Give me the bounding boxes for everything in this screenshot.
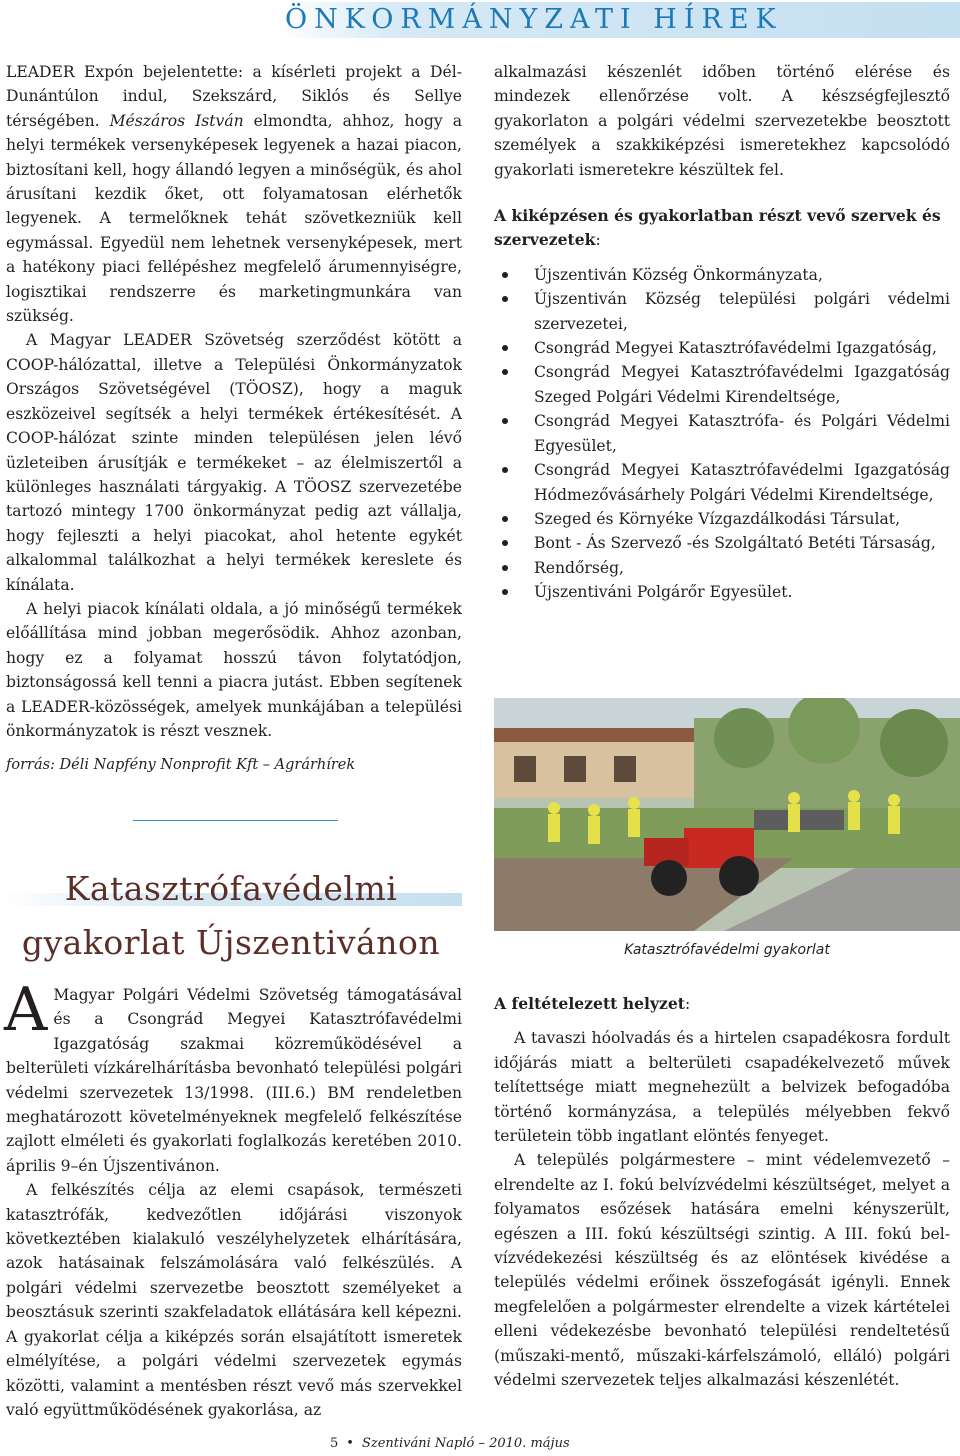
situation-section xyxy=(494,992,950,1393)
situation-paragraph-2: A település polgármestere – mint védelemvezető – elrendelte az I. fokú belvízvédelmi készültséget, melyet a folyamatos esőzések hatására emelni kényszerült, egészen a III. fokú készültségi szintig. A III. fokú bel-vízvédekezési készültség és az elöntések kivédése a település védelmi erőinek összefogását igényli. Ennek megfelelően a polgármester elrendelte a vizek kártételei elleni védekezésbe bevonható települési rendeltetésű (műszaki-mentő, műszaki-kárfelszámoló, elláló) polgári védelmi szervezetek teljes alkalmazási készenlétét. xyxy=(494,1151,950,1390)
leader-p1-text-a: LEADER Expón bejelentette: a kísérleti projekt a Dél-Dunántúlon indul, Szekszárd, Siklós és Sellye térségében. xyxy=(6,63,462,130)
article-paragraph-2: A felkészítés célja az elemi csapások, természeti katasztrófák, kedvezőtlen időjárási viszonyok következtében kialakuló veszélyhelyzetek elhárítására, azok hatásainak felszámolására való felkészülés. A polgári védelmi szervezetbe beosztott személyeket a beosztásuk szerinti szakfeladatok ellátására kell képezni. A gyakorlat célja a kiképzés során elsajátított ismeretek elmélyítése, a polgári védelmi szervezetek egymás közötti, valamint a mentésben részt vevő más szervekkel való együttműködésének gyakorlása, az xyxy=(6,1181,462,1419)
article-title-line-1: Katasztrófavédelmi xyxy=(64,869,398,908)
list-item: Csongrád Megyei Katasztrófavédelmi Igazgatóság Hódmezővásárhely Polgári Védelmi Kirendeltsége, xyxy=(534,458,950,507)
article-source: forrás: Déli Napfény Nonprofit Kft – Agrárhírek xyxy=(6,757,356,773)
participants-heading-text: A kiképzésen és gyakorlatban részt vevő szervek és szervezetek xyxy=(494,206,941,250)
list-item: Csongrád Megyei Katasztrófa- és Polgári Védelmi Egyesület, xyxy=(534,409,950,458)
leader-paragraph-1 xyxy=(6,60,462,328)
article-title-line-2: gyakorlat Újszentivánon xyxy=(21,923,441,962)
photo-caption: Katasztrófavédelmi gyakorlat xyxy=(624,942,830,958)
list-item: Rendőrség, xyxy=(534,556,950,580)
list-item: Csongrád Megyei Katasztrófavédelmi Igazgatóság Szeged Polgári Védelmi Kirendeltsége, xyxy=(534,360,950,409)
participants-heading-colon: : xyxy=(595,231,601,250)
exercise-photo xyxy=(494,698,960,931)
situation-paragraph-1: A tavaszi hóolvadás és a hirtelen csapadékosra fordult időjárás miatt a belterületi csapadékelvezető művek telítettsége miatt megnehezült a belvizek befogadóba történő kormányzása, a település mélyebben fekvő területein több ingatlant elöntés fenyeget. xyxy=(494,1029,950,1146)
situation-heading xyxy=(494,992,950,1016)
section-header-title: ÖNKORMÁNYZATI HÍREK xyxy=(285,4,783,35)
magazine-name: Szentiváni Napló – 2010. május xyxy=(361,1436,570,1451)
right-paragraph-1: alkalmazási készenlét időben történő elérése és mindezek ellenőrzése volt. A készségfejlesztő gyakorlaton a polgári védelmi szervezetekbe beosztott személyek a szakkiképzési ismeretekhez kapcsolódó gyakorlati ismeretekre készültek fel. xyxy=(494,63,950,179)
page-footer xyxy=(330,1436,570,1451)
list-item: Újszentiván Község Önkormányzata, xyxy=(534,263,950,287)
list-item: Csongrád Megyei Katasztrófavédelmi Igazgatóság, xyxy=(534,336,950,360)
page-number: 5 xyxy=(330,1436,339,1451)
situation-heading-colon: : xyxy=(685,995,691,1013)
article-title xyxy=(0,862,462,970)
list-item: Bont - Ás Szervező -és Szolgáltató Betéti Társaság, xyxy=(534,531,950,555)
article-intro xyxy=(4,975,462,1422)
article-intro-paragraph xyxy=(4,975,462,1178)
footer-bullet-icon: • xyxy=(346,1436,354,1451)
list-item: Újszentiváni Polgárőr Egyesület. xyxy=(534,580,950,604)
participants-heading xyxy=(494,204,950,253)
leader-p1-text-b: elmondta, ahhoz, hogy a helyi termékek versenyképesek legyenek a hazai piacon, biztosítani kell, hogy állandó legyen a minőségük, és ahol árusítani kezdik őket, ott folyamatosan elérhetők legyenek. A termelőknek tehát szövetkezniük kell egymással. Egyedül nem lehetnek versenyképesek, mert a hatékony piaci fellépéshez megfelelő árumennyiségre, logisztikai rendszerre és marketingmunkára van szükség. xyxy=(6,111,462,326)
leader-paragraph-2: A Magyar LEADER Szövetség szerződést kötött a COOP-hálózattal, illetve a Települési Önkormányzatok Országos Szövetségével (TÖOSZ), hogy a maguk eszközeivel segítsék a helyi termékek értékesítését. A COOP-hálózat szinte minden településen jelen lévő üzleteiben árusítják e termékeket – az élelmiszertől a különleges használati tárgyakig. A TÖOSZ szervezetébe tartozó mintegy 1700 önkormányzat pedig azt vállalja, hogy fejleszti a helyi piacokat, ahol hetente egykét alkalommal találkozhat a helyi termékek kereslete és kínálata. xyxy=(6,331,462,594)
leader-paragraph-3: A helyi piacok kínálati oldala, a jó minőségű termékek előállítása mind jobban megerősödik. Ahhoz azonban, hogy ez a folyamat hosszú távon folytatódjon, biztonságossá kell tenni a piacra jutást. Ebben segítenek a LEADER-közösségek, amelyek munkájában a települési önkormányzatok is részt vesznek. xyxy=(6,599,462,740)
list-item: Szeged és Környéke Vízgazdálkodási Társulat, xyxy=(534,507,950,531)
article-intro-text: Magyar Polgári Védelmi Szövetség támogatásával és a Csongrád Megyei Katasztrófavédelmi Igazgatóság szakmai közreműködésével a belterületi vízkárelhárításba bevonható települési polgári védelmi szervezetek 13/1998. (III.6.) BM rendeletben meghatározott követelményeknek megfelelő felkészítése zajlott elméleti és gyakorlati foglalkozás keretében 2010. április 9–én Újszentivánon. xyxy=(6,986,462,1175)
left-column xyxy=(6,60,462,743)
situation-heading-text: A feltételezett helyzet xyxy=(494,994,686,1013)
exercise-photo-illustration xyxy=(494,698,960,931)
divider-rule xyxy=(133,820,338,821)
person-name: Mészáros István xyxy=(109,111,244,130)
drop-cap: A xyxy=(4,975,48,1045)
right-column xyxy=(494,60,950,605)
participants-list xyxy=(494,263,950,605)
list-item: Újszentiván Község települési polgári védelmi szervezetei, xyxy=(534,287,950,336)
